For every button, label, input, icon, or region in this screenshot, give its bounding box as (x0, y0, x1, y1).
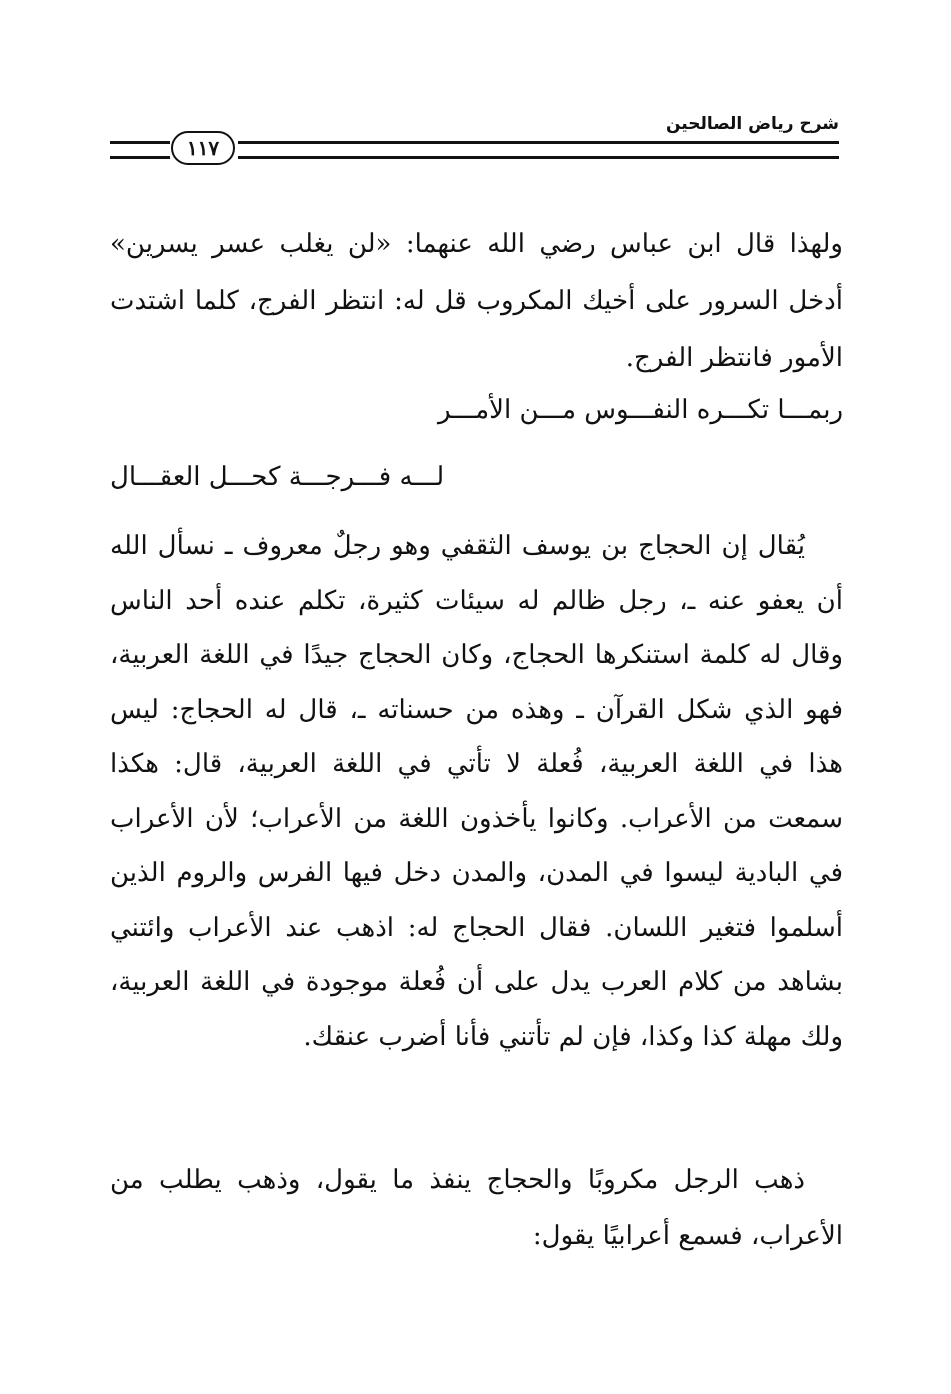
book-title: شرح رياض الصالحين (665, 114, 839, 134)
header-rule-right (238, 141, 839, 159)
header-rule-left (110, 141, 170, 159)
paragraph-2: يُقال إن الحجاج بن يوسف الثقفي وهو رجلٌ معروف ـ نسأل الله أن يعفو عنه ـ، رجل ظالم له سيئات كثيرة، تكلم عنده أحد الناس وقال له كلمة استنكرها الحجاج، وكان الحجاج جيدًا في اللغة العربية، فهو الذي شكل القرآن ـ وهذه من حسناته ـ، قال له الحجاج: ليس هذا في اللغة العربية، فُعلة لا تأتي في اللغة العربية، قال: هكذا سمعت من الأعراب. وكانوا يأخذون اللغة من الأعراب؛ لأن الأعراب في البادية ليسوا في المدن، والمدن دخل فيها الفرس والروم الذين أسلموا فتغير اللسان. فقال الحجاج له: اذهب عند الأعراب وائتني بشاهد من كلام العرب يدل على أن فُعلة موجودة في اللغة العربية، ولك مهلة كذا وكذا، فإن لم تأتني فأنا أضرب عنقك. (110, 531, 843, 1052)
paragraph-1: ولهذا قال ابن عباس رضي الله عنهما: «لن يغلب عسر يسرين» أدخل السرور على أخيك المكروب قل له: انتظر الفرج، كلما اشتدت الأمور فانتظر الفرج. (110, 229, 843, 373)
verse-line-2: لـــه فـــرجـــة كحـــل العقـــال (110, 462, 445, 492)
paragraph-3: ذهب الرجل مكروبًا والحجاج ينفذ ما يقول، وذهب يطلب من الأعراب، فسمع أعرابيًا يقول: (110, 1165, 843, 1251)
verse-line-1: ربمـــا تكـــره النفـــوس مـــن الأمـــر (438, 395, 843, 425)
page-number: ١١٧ (171, 131, 235, 165)
